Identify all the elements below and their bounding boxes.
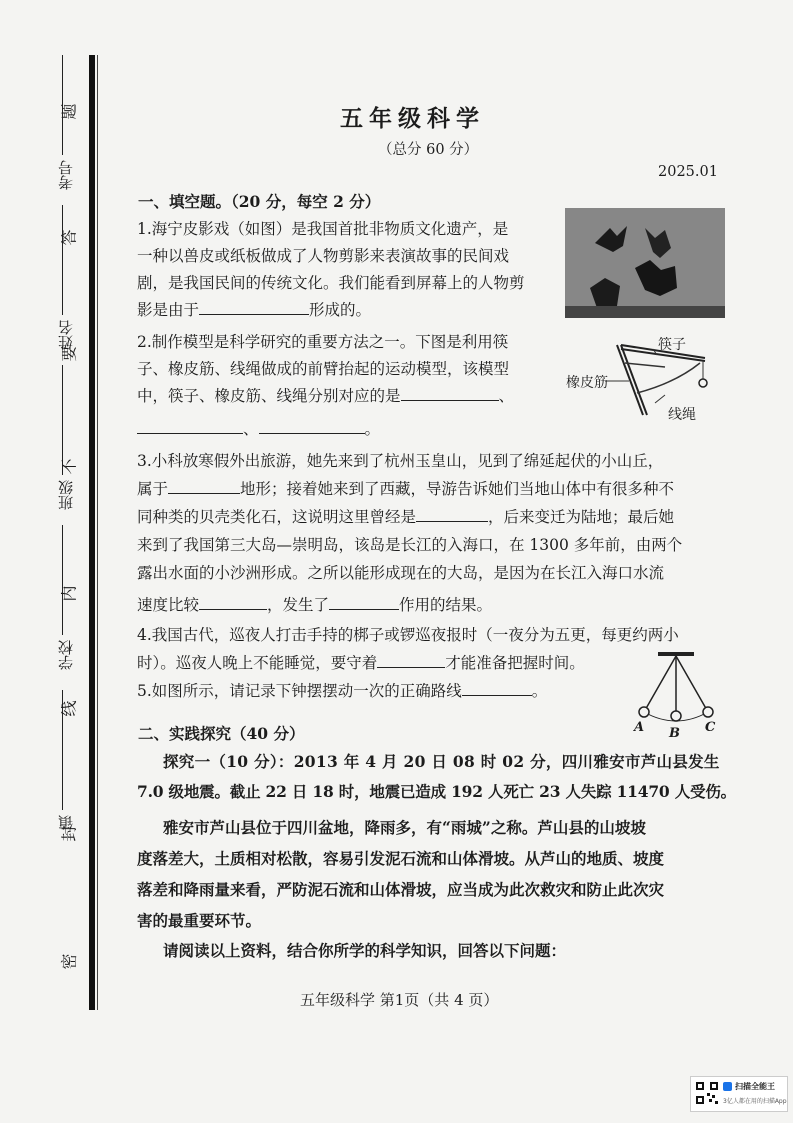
seal-char-nei: 内 — [59, 585, 79, 602]
seal-char-bu: 不 — [59, 458, 79, 475]
q2-line3 — [137, 383, 514, 410]
q4-text-a: 时）。巡夜人晚上不能睡觉，要守着 — [137, 654, 378, 672]
q4-line1: 4.我国古代，巡夜人打击手持的梆子或锣巡夜报时（一夜分为五更，每更约两小 — [137, 626, 679, 644]
fig-label-chopsticks: 筷子 — [658, 337, 686, 353]
seal-char-xian: 线 — [59, 700, 79, 717]
scanner-tagline: 3亿人都在用的扫描App — [723, 1098, 787, 1105]
seal-char-mi: 密 — [59, 953, 79, 970]
q5-text-a: 5.如图所示，请记录下钟摆摆动一次的正确路线 — [137, 682, 462, 700]
q4-text-b: 才能准备把握时间。 — [445, 654, 585, 672]
para3: 请阅读以上资料，结合你所学的科学知识，回答以下问题： — [163, 941, 567, 960]
q3-blank-1[interactable] — [168, 476, 240, 494]
q2-end: 。 — [364, 420, 381, 438]
pendulum-label-a: A — [634, 720, 645, 735]
seal-char-ti: 题 — [59, 103, 79, 120]
binding-thin-line — [97, 55, 98, 1010]
q1-line2: 一种以兽皮或纸板做成了人物剪影来表演故事的民间戏 — [137, 247, 510, 265]
q3-text-c: 同种类的贝壳类化石，这说明这里曾经是 — [137, 508, 417, 526]
q2-text-a: 中，筷子、橡皮筋、线绳分别对应的是 — [137, 387, 401, 405]
binding-margin — [0, 0, 96, 1123]
q3-text-d: ，后来变迁为陆地；最后她 — [488, 508, 675, 526]
qr-code-icon — [695, 1081, 719, 1105]
q2-line4 — [137, 416, 380, 443]
q3-blank-4[interactable] — [329, 592, 399, 610]
q1-line1: 1.海宁皮影戏（如图）是我国首批非物质文化遗产，是 — [137, 220, 509, 238]
name-label: 姓名 — [57, 320, 75, 350]
q3-line4: 来到了我国第三大岛—崇明岛，该岛是长江的入海口，在 1300 多年前，由两个 — [137, 536, 683, 554]
fig-label-rubber-band: 橡皮筋 — [566, 375, 608, 391]
q2-sep-1: 、 — [498, 387, 515, 405]
fig-label-string: 线绳 — [668, 407, 696, 423]
q4-line2 — [137, 650, 585, 677]
q1-text-b: 形成的。 — [309, 301, 372, 319]
explore1-text-a: 2013 年 4 月 20 日 08 时 02 分，四川雅安市芦山县发生 — [293, 752, 720, 771]
q3-text-f: ，发生了 — [267, 596, 330, 614]
section1-heading: 一、填空题。（20 分，每空 2 分） — [138, 192, 381, 211]
q2-blank-3[interactable] — [259, 416, 365, 434]
section2-heading: 二、实践探究（40 分） — [138, 724, 305, 743]
total-score: （总分 60 分） — [378, 142, 479, 158]
para2-line3: 落差和降雨量来看，严防泥石流和山体滑坡，应当成为此次救灾和防止此次灾 — [137, 880, 665, 899]
para2-line4: 害的最重要环节。 — [137, 911, 262, 930]
page-footer: 五年级科学 第1页（共 4 页） — [300, 991, 499, 1009]
q1-line3: 剧，是我国民间的传统文化。我们能看到屏幕上的人物剪 — [137, 274, 525, 292]
scanner-watermark — [690, 1076, 788, 1112]
pendulum-label-c: C — [705, 720, 716, 735]
explore1-label: 探究一（10 分）： — [163, 752, 294, 771]
q1-text-a: 影是由于 — [137, 301, 200, 319]
binding-thick-line — [89, 55, 95, 1010]
q3-text-b: 地形；接着她来到了西藏，导游告诉她们当地山体中有很多种不 — [240, 480, 675, 498]
pendulum-label-b: B — [669, 726, 680, 741]
name-line — [62, 205, 63, 315]
q5-line — [137, 678, 547, 705]
class-label: 班级 — [57, 480, 75, 510]
para2-line1: 雅安市芦山县位于四川盆地，降雨多，有“雨城”之称。芦山县的山坡坡 — [163, 818, 646, 837]
town-label: 镇 — [57, 815, 75, 830]
q3-blank-2[interactable] — [416, 504, 488, 522]
q3-line1: 3.小科放寒假外出旅游，她先来到了杭州玉皇山，见到了绵延起伏的小山丘， — [137, 452, 664, 470]
q3-line2 — [137, 476, 674, 503]
seal-char-feng: 封 — [59, 825, 79, 842]
q2-line2: 子、橡皮筋、线绳做成的前臂抬起的运动模型，该模型 — [137, 360, 510, 378]
q3-text-e: 速度比较 — [137, 596, 200, 614]
q3-line3 — [137, 504, 674, 531]
shadow-puppet-image — [565, 208, 725, 318]
school-label: 学校 — [57, 640, 75, 670]
page-title: 五年级科学 — [340, 105, 485, 132]
q3-line5: 露出水面的小沙洲形成。之所以能形成现在的大岛，是因为在长江入海口水流 — [137, 564, 665, 582]
scanner-logo-icon — [723, 1082, 732, 1091]
exam-number-label: 考号 — [57, 160, 75, 190]
shadow-puppet-photo — [565, 208, 725, 318]
q1-line4 — [137, 297, 371, 324]
seal-char-yao: 要 — [59, 345, 79, 362]
exam-date: 2025.01 — [658, 164, 718, 180]
q2-line1: 2.制作模型是科学研究的重要方法之一。下图是利用筷 — [137, 333, 509, 351]
scanner-app-name: 扫描全能王 — [735, 1082, 775, 1091]
q3-text-g: 作用的结果。 — [399, 596, 493, 614]
q2-blank-2[interactable] — [137, 416, 243, 434]
q3-text-a: 属于 — [137, 480, 169, 498]
seal-char-da: 答 — [59, 229, 79, 246]
q2-sep-2: 、 — [243, 420, 259, 438]
para2-line2: 度落差大，土质相对松散，容易引发泥石流和山体滑坡。从芦山的地质、坡度 — [137, 849, 665, 868]
q2-blank-1[interactable] — [401, 383, 499, 401]
q1-answer-blank[interactable] — [199, 297, 309, 315]
q3-blank-3[interactable] — [199, 592, 267, 610]
q3-line6 — [137, 592, 492, 619]
explore1-line1 — [163, 748, 720, 775]
q5-blank[interactable] — [462, 678, 532, 696]
school-line — [62, 525, 63, 635]
explore1-line2: 7.0 级地震。截止 22 日 18 时，地震已造成 192 人死亡 23 人失踪 11470 人受伤。 — [137, 782, 736, 801]
q4-blank[interactable] — [377, 650, 445, 668]
q5-text-b: 。 — [531, 682, 548, 700]
